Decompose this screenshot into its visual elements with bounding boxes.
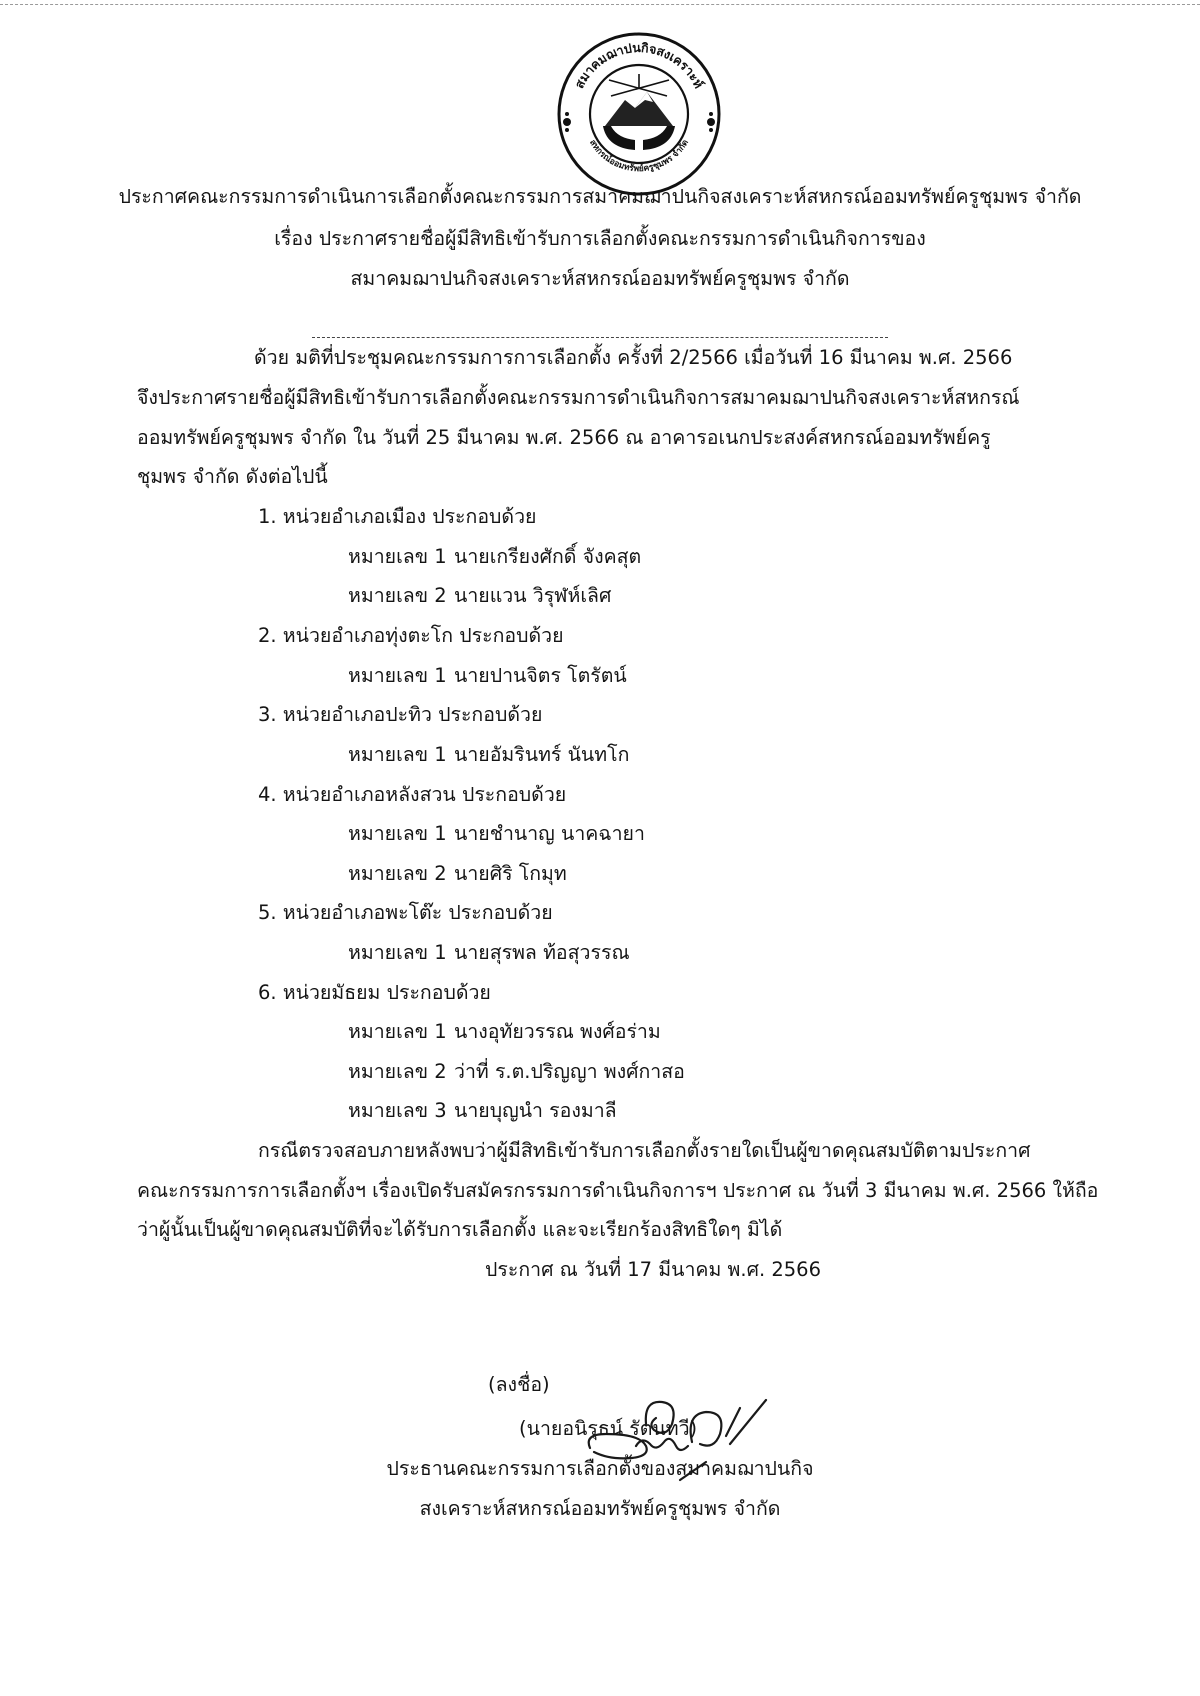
header-divider (312, 337, 888, 338)
announce-date: ประกาศ ณ วันที่ 17 มีนาคม พ.ศ. 2566 (485, 1258, 821, 1281)
announcement-title: ประกาศคณะกรรมการดำเนินการเลือกตั้งคณะกรรมการสมาคมฌาปนกิจสงเคราะห์สหกรณ์ออมทรัพย์ครูชุมพร จำกัด (118, 185, 1082, 208)
intro-line-2: จึงประกาศรายชื่อผู้มีสิทธิเข้ารับการเลือกตั้งคณะกรรมการดำเนินกิจการสมาคมฌาปนกิจสงเคราะห์สหกรณ์ (137, 386, 1020, 409)
closing-line-2: คณะกรรมการการเลือกตั้งฯ เรื่องเปิดรับสมัครกรรมการดำเนินกิจการฯ ประกาศ ณ วันที่ 3 มีนาคม พ.ศ. 2566 ให้ถือ (137, 1179, 1099, 1202)
intro-line-4: ชุมพร จำกัด ดังต่อไปนี้ (137, 465, 328, 488)
closing-line-1: กรณีตรวจสอบภายหลังพบว่าผู้มีสิทธิเข้ารับการเลือกตั้งรายใดเป็นผู้ขาดคุณสมบัติตามประกาศ (258, 1139, 1031, 1162)
candidate-name: นายเกรียงศักดิ์ จังคสุต (454, 545, 642, 568)
closing-line-3: ว่าผู้นั้นเป็นผู้ขาดคุณสมบัติที่จะได้รับการเลือกตั้ง และจะเรียกร้องสิทธิใดๆ มิได้ (137, 1218, 783, 1241)
association-name: สมาคมฌาปนกิจสงเคราะห์สหกรณ์ออมทรัพย์ครูชุมพร จำกัด (350, 267, 850, 290)
candidate-number: หมายเลข 2 (348, 1060, 447, 1083)
intro-line-3: ออมทรัพย์ครูชุมพร จำกัด ใน วันที่ 25 มีนาคม พ.ศ. 2566 ณ อาคารอเนกประสงค์สหกรณ์ออมทรัพย์ครู (137, 426, 991, 449)
candidate-name: นายบุญนำ รองมาลี (454, 1099, 617, 1122)
candidate-name: นายปานจิตร โตรัตน์ (454, 664, 627, 687)
signer-name: (นายอนิรุธน์ รัตนทวี) (519, 1417, 698, 1440)
scan-edge-line (0, 4, 1200, 5)
candidate-number: หมายเลข 1 (348, 664, 447, 687)
candidate-name: นายอัมรินทร์ นันทโก (454, 743, 630, 766)
unit-heading: 1. หน่วยอำเภอเมือง ประกอบด้วย (258, 505, 537, 528)
candidate-number: หมายเลข 2 (348, 584, 447, 607)
intro-line-1: ด้วย มติที่ประชุมคณะกรรมการการเลือกตั้ง ครั้งที่ 2/2566 เมื่อวันที่ 16 มีนาคม พ.ศ. 2566 (254, 346, 1013, 369)
candidate-name: ว่าที่ ร.ต.ปริญญา พงศ์กาสอ (454, 1060, 685, 1083)
candidate-name: นายศิริ โกมุท (454, 862, 567, 885)
candidate-number: หมายเลข 3 (348, 1099, 447, 1122)
candidate-name: นายชำนาญ นาคฉายา (454, 822, 645, 845)
svg-text:สหกรณ์ออมทรัพย์ครูชุมพร จำกัด: สหกรณ์ออมทรัพย์ครูชุมพร จำกัด (587, 138, 691, 175)
announcement-subject: เรื่อง ประกาศรายชื่อผู้มีสิทธิเข้ารับการเลือกตั้งคณะกรรมการดำเนินกิจการของ (274, 227, 926, 250)
unit-heading: 3. หน่วยอำเภอปะทิว ประกอบด้วย (258, 703, 543, 726)
candidate-number: หมายเลข 1 (348, 1020, 447, 1043)
unit-heading: 5. หน่วยอำเภอพะโต๊ะ ประกอบด้วย (258, 901, 553, 924)
unit-heading: 2. หน่วยอำเภอทุ่งตะโก ประกอบด้วย (258, 624, 564, 647)
unit-heading: 4. หน่วยอำเภอหลังสวน ประกอบด้วย (258, 783, 567, 806)
signer-title-line-2: สงเคราะห์สหกรณ์ออมทรัพย์ครูชุมพร จำกัด (419, 1497, 781, 1520)
svg-text:สมาคมฌาปนกิจสงเคราะห์: สมาคมฌาปนกิจสงเคราะห์ (571, 39, 707, 91)
candidate-name: นายแวน วิรุฬห์เลิศ (454, 584, 612, 607)
signer-title-line-1: ประธานคณะกรรมการเลือกตั้งของสมาคมฌาปนกิจ (386, 1457, 814, 1480)
candidate-name: นางอุทัยวรรณ พงศ์อร่าม (454, 1020, 661, 1043)
association-seal-logo (555, 30, 723, 198)
candidate-number: หมายเลข 1 (348, 822, 447, 845)
sign-label: (ลงชื่อ) (488, 1373, 550, 1396)
unit-heading: 6. หน่วยมัธยม ประกอบด้วย (258, 981, 491, 1004)
candidate-number: หมายเลข 1 (348, 941, 447, 964)
candidate-number: หมายเลข 1 (348, 743, 447, 766)
candidate-number: หมายเลข 1 (348, 545, 447, 568)
candidate-name: นายสุรพล ท้อสุวรรณ (454, 941, 630, 964)
candidate-number: หมายเลข 2 (348, 862, 447, 885)
